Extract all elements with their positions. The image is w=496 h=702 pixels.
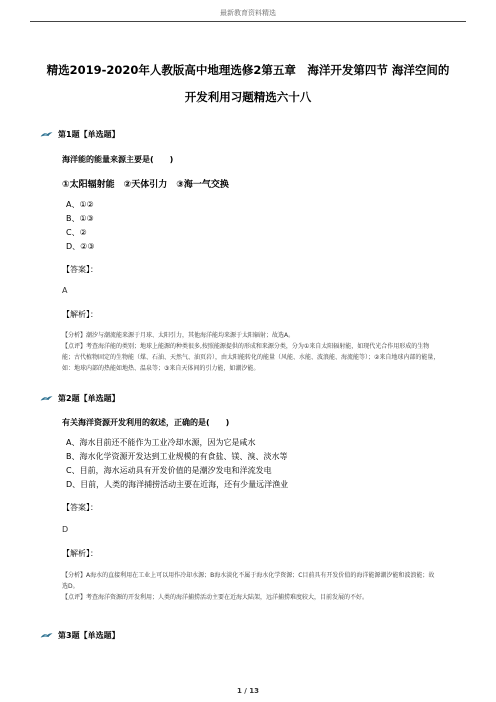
analysis-paragraph: 【分析】A海水的直接利用在工业上可以用作冷却水源；B海水淡化不属于海水化学资源；C目前具有开发价值的海洋能源潮汐能和波浪能；故选D。 xyxy=(62,572,435,590)
bird-icon xyxy=(40,395,53,402)
option-b: B、①③ xyxy=(66,214,94,223)
bird-icon xyxy=(40,131,53,138)
question-stem: 有关海洋资源开发利用的叙述，正确的是( ) xyxy=(62,418,230,427)
page-number: 1 / 13 xyxy=(236,687,260,695)
analysis-paragraph: 【点评】考查海洋能的类别；地球上能源的种类很多,按照能源提供的形成和来源分类，分为①来自太阳辐射能，如现代光合作用形成的生物能；古代植物固定的生物能（煤、石油、天然气、油页岩），由太阳能转化的能量（风能、水能、波浪能、海流能等）；②来自地球内部的能量，如：地球内部的热能如地热、温泉等；③来自天体间的引力能，如潮汐能。 xyxy=(62,343,440,372)
analysis-label: 【解析】： xyxy=(62,310,98,319)
document-title-line-2: 开发利用习题精选六十八 xyxy=(184,90,312,104)
option-c: C、② xyxy=(66,228,87,237)
analysis-text xyxy=(62,330,440,374)
option-d: D、②③ xyxy=(66,242,95,251)
answer-value: A xyxy=(62,286,68,295)
question-heading xyxy=(40,129,120,140)
question-heading-text: 第2题【单选题】 xyxy=(58,394,120,403)
analysis-paragraph: 【点评】考查海洋资源的开发利用；人类的海洋捕捞活动主要在近海大陆架，远洋捕捞难度较大，目前发展的不好。 xyxy=(62,594,369,601)
header-rule xyxy=(30,21,466,22)
option-d: D、目前，人类的海洋捕捞活动主要在近海，还有少量远洋渔业 xyxy=(66,480,289,489)
answer-label: 【答案】： xyxy=(62,503,98,512)
option-a: A、海水目前还不能作为工业冷却水源，因为它是咸水 xyxy=(66,438,256,447)
question-heading-text: 第3题【单选题】 xyxy=(58,631,120,640)
question-statements: ①太阳辐射能 ②天体引力 ③海一气交换 xyxy=(62,180,229,190)
option-b: B、海水化学资源开发达到工业规模的有食盐、镁、溴、淡水等 xyxy=(66,452,288,461)
document-title-line-1: 精选2019-2020年人教版高中地理选修2第五章 海洋开发第四节 海洋空间的 xyxy=(46,63,450,77)
analysis-text xyxy=(62,570,440,603)
question-stem: 海洋能的能量来源主要是( ) xyxy=(62,155,174,164)
option-a: A、①② xyxy=(66,200,94,209)
question-heading-text: 第1题【单选题】 xyxy=(58,130,120,139)
option-c: C、目前，海水运动具有开发价值的是潮汐发电和洋流发电 xyxy=(66,466,272,475)
bird-icon xyxy=(40,632,53,639)
answer-value: D xyxy=(62,525,69,534)
question-heading xyxy=(40,630,120,641)
page-header: 最新教育资料精选 xyxy=(220,9,276,17)
analysis-label: 【解析】： xyxy=(62,549,98,558)
analysis-paragraph: 【分析】潮汐与潮流能来源于月球、太阳引力，其他海洋能均来源于太阳辐射；故选A。 xyxy=(62,332,295,339)
answer-label: 【答案】： xyxy=(62,265,98,274)
question-heading xyxy=(40,393,120,404)
